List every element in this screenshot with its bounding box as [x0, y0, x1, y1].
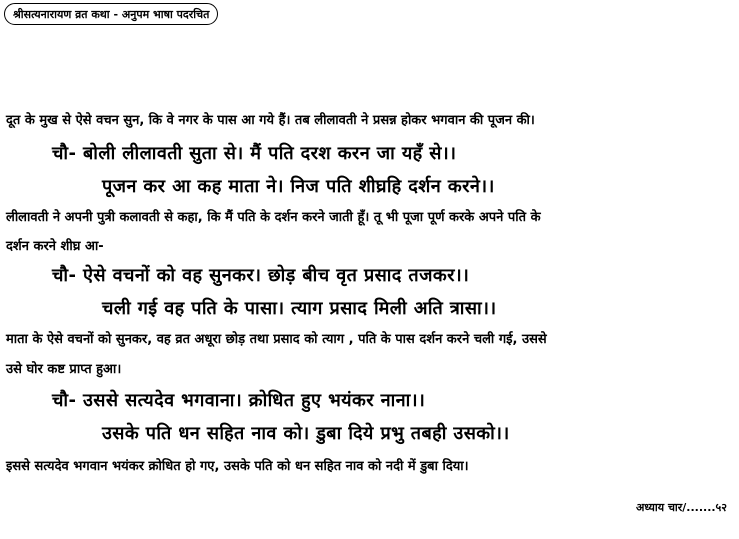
prose-line-3: दर्शन करने शीघ्र आ- — [6, 239, 104, 254]
verse-line-2: पूजन कर आ कह माता ने। निज पति शीघ्रहि दर्शन करने।। — [102, 176, 495, 197]
prose-line-2: लीलावती ने अपनी पुत्री कलावती से कहा, कि मैं पति के दर्शन करने जाती हूँ। तू भी पूजा पूर्ण करके अपने पति के — [6, 210, 541, 225]
verse-line-5: चौ- उससे सत्यदेव भगवाना। क्रोधित हुए भयंकर नाना।। — [52, 390, 426, 411]
verse-line-1: चौ- बोली लीलावती सुता से। मैं पति दरश करन जा यहँ से।। — [52, 143, 457, 164]
prose-line-1: दूत के मुख से ऐसे वचन सुन, कि वे नगर के पास आ गये हैं। तब लीलावती ने प्रसन्न होकर भगवान की पूजन की। — [6, 113, 535, 128]
verse-line-6: उसके पति धन सहित नाव को। डुबा दिये प्रभु तबही उसको।। — [102, 423, 510, 444]
verse-line-3: चौ- ऐसे वचनों को वह सुनकर। छोड़ बीच वृत प्रसाद तजकर।। — [52, 265, 470, 286]
page-footer: अध्याय चार/.......५२ — [635, 501, 727, 514]
verse-line-4: चली गई वह पति के पासा। त्याग प्रसाद मिली अति त्रासा।। — [102, 298, 497, 319]
book-title-badge: श्रीसत्यनारायण व्रत कथा - अनुपम भाषा पदरचित — [4, 3, 218, 25]
prose-line-6: इससे सत्यदेव भगवान भयंकर क्रोधित हो गए, उसके पति को धन सहित नाव को नदी में डुबा दिया। — [6, 459, 469, 474]
prose-line-4: माता के ऐसे वचनों को सुनकर, वह व्रत अधूरा छोड़ तथा प्रसाद को त्याग , पति के पास दर्शन करने चली गई, उससे — [6, 332, 547, 347]
prose-line-5: उसे घोर कष्ट प्राप्त हुआ। — [6, 362, 122, 377]
